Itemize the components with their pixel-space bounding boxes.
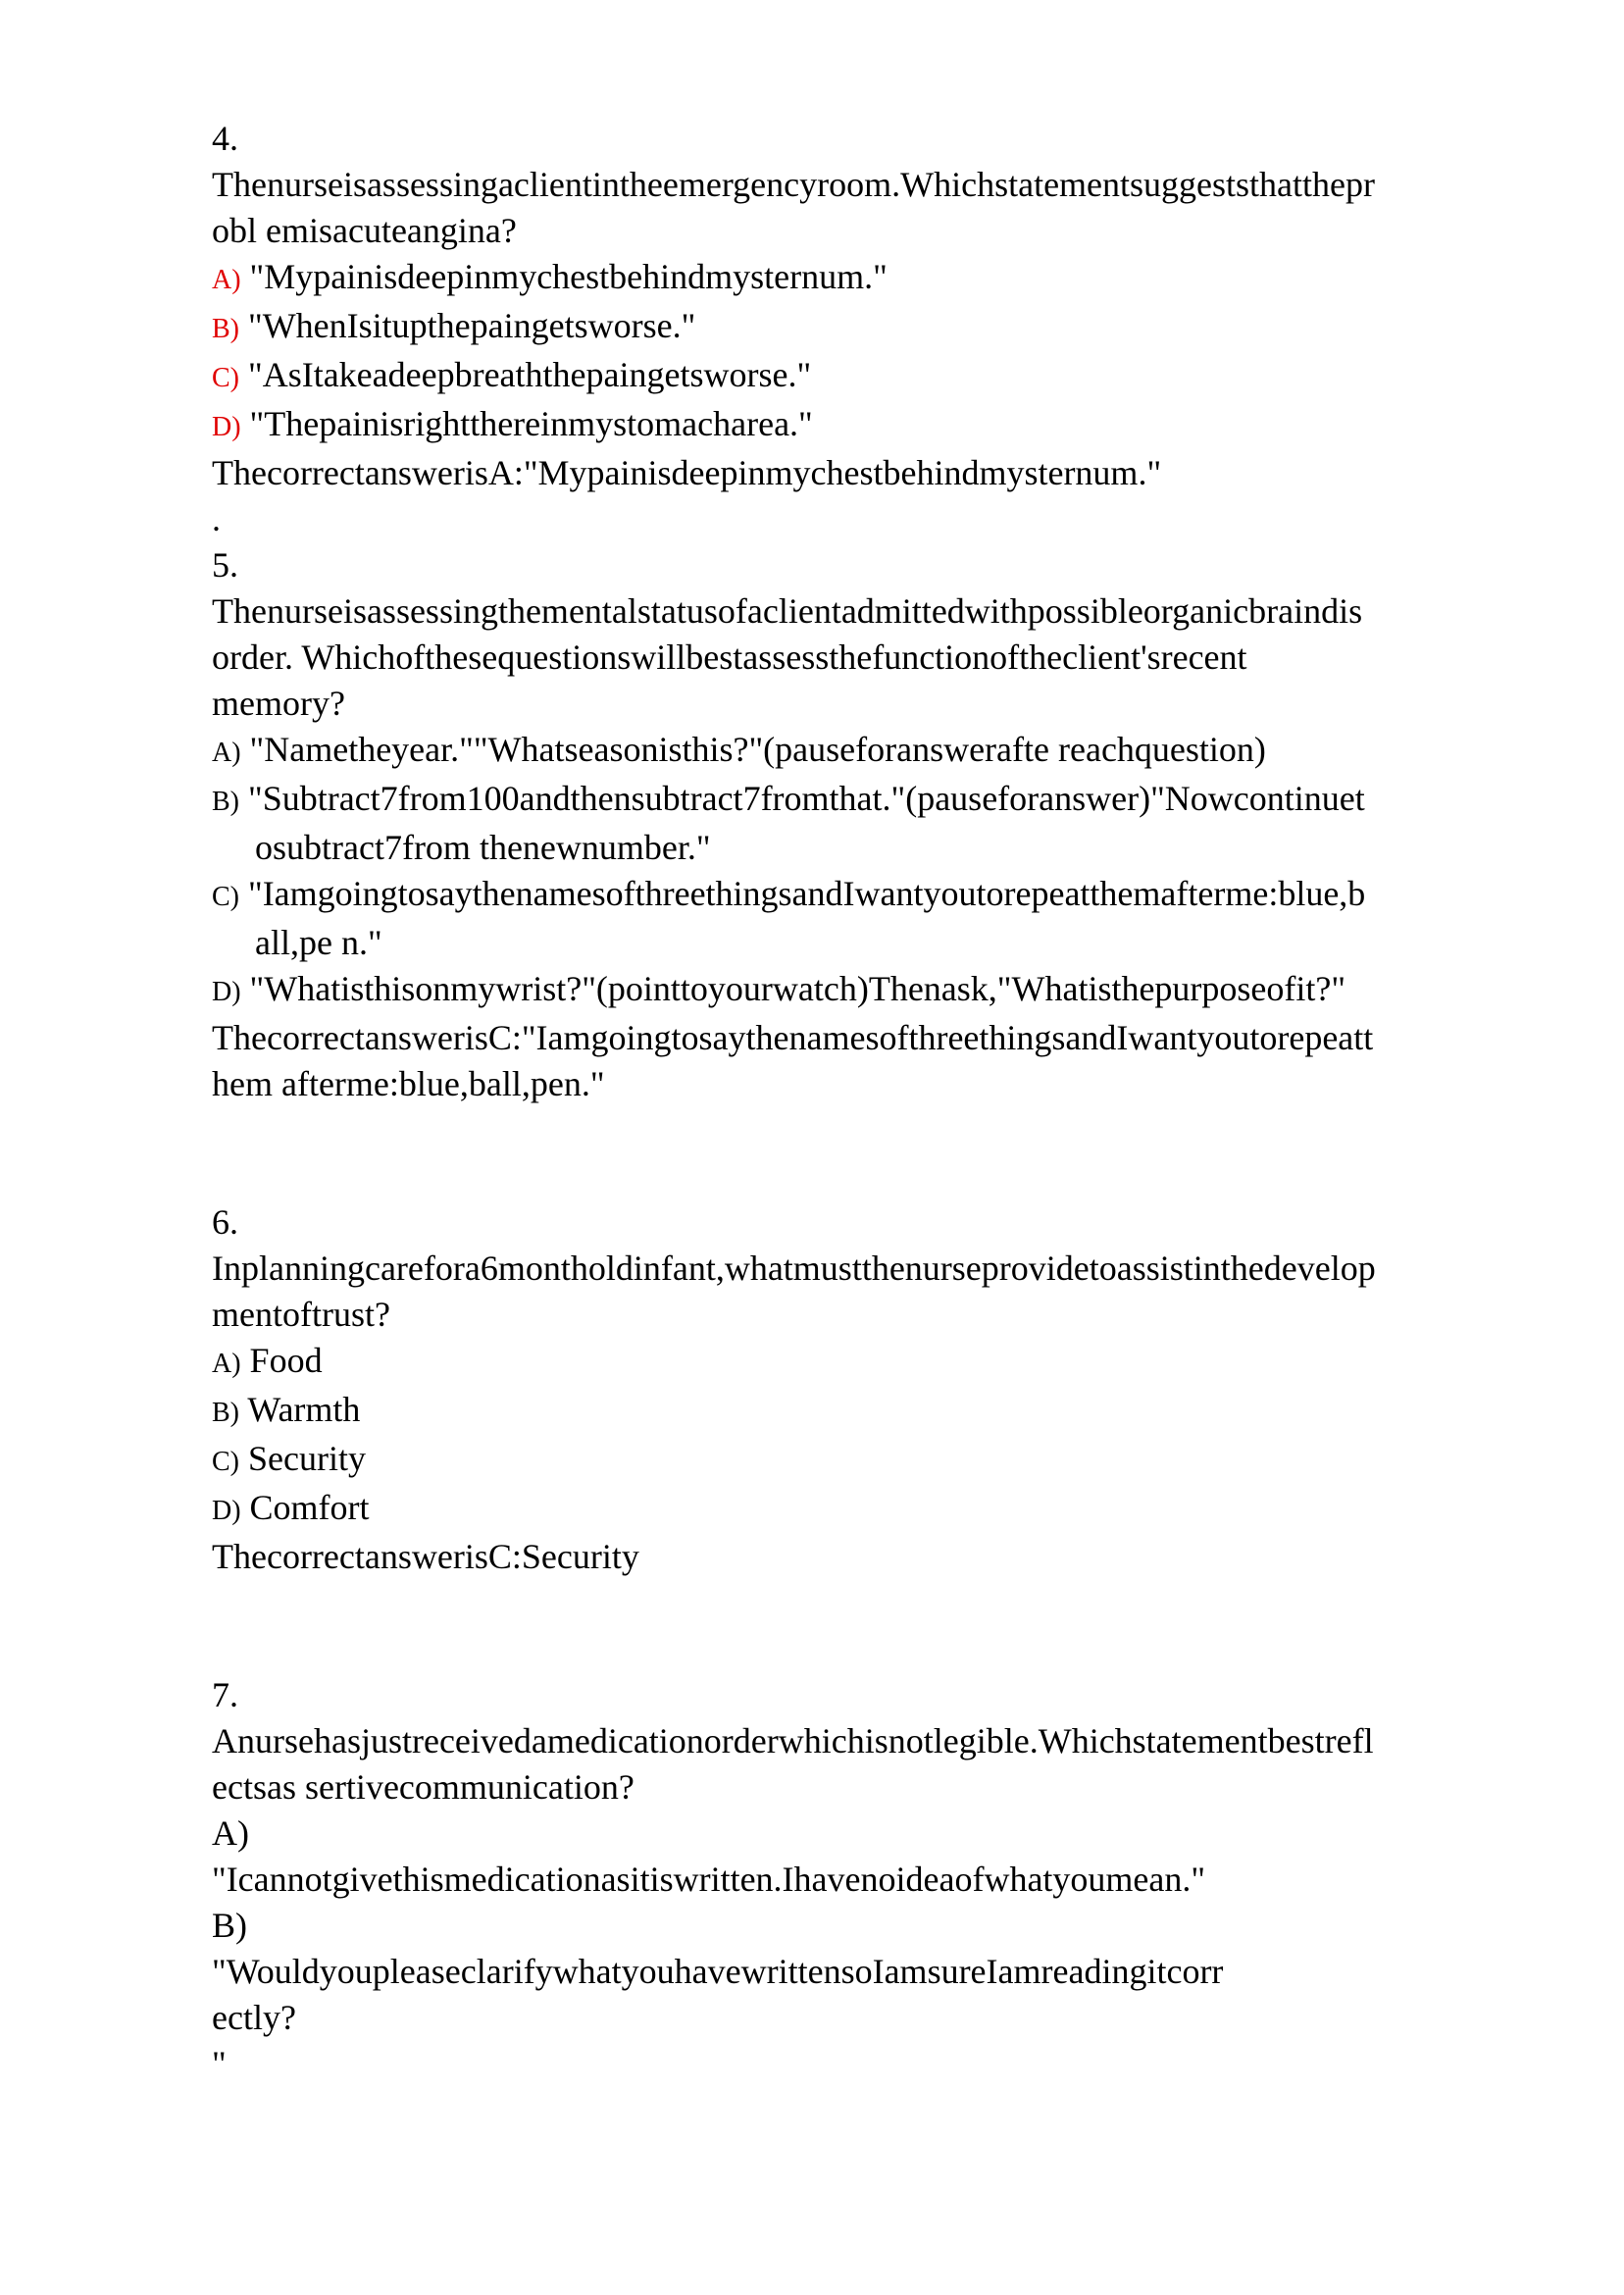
- option-text: Comfort: [249, 1488, 370, 1527]
- question-stem: mentoftrust?: [212, 1295, 390, 1334]
- option-text: "Whatisthisonmywrist?"(pointtoyourwatch)Thenask,"Whatisthepurposeofit?": [249, 969, 1346, 1008]
- correct-answer: hem afterme:blue,ball,pen.": [212, 1064, 605, 1103]
- option-text: "Subtract7from100andthensubtract7fromthat."(pauseforanswer)"Nowcontinuet: [248, 779, 1365, 818]
- question-stem: Inplanningcarefora6montholdinfant,whatmustthenurseprovidetoassistinthedevelop: [212, 1249, 1376, 1288]
- option-a: [212, 1338, 1487, 1387]
- option-text: ectly?: [212, 1998, 296, 2037]
- option-letter: D): [212, 1496, 241, 1526]
- option-text: Warmth: [247, 1390, 361, 1429]
- correct-answer: ThecorrectanswerisC:Security: [212, 1537, 639, 1576]
- question-7: [212, 1672, 1487, 2087]
- question-stem: obl emisacuteangina?: [212, 211, 517, 250]
- option-text: "WhenIsitupthepaingetsworse.": [248, 306, 696, 345]
- option-letter: C): [212, 882, 239, 912]
- option-c: [212, 352, 1487, 401]
- option-text: "Thepainisrightthereinmystomacharea.": [249, 404, 813, 443]
- option-text: "Mypainisdeepinmychestbehindmysternum.": [249, 257, 888, 296]
- question-stem: Anursehasjustreceivedamedicationorderwhichisnotlegible.Whichstatementbestrefl: [212, 1721, 1374, 1760]
- option-c: [212, 871, 1487, 966]
- question-stem: memory?: [212, 684, 345, 723]
- option-letter: B): [212, 1398, 239, 1428]
- option-a: [212, 727, 1487, 776]
- question-stem: order. Whichofthesequestionswillbestassessthefunctionoftheclient'srecent: [212, 638, 1247, 677]
- option-c: [212, 1436, 1487, 1485]
- option-text: "AsItakeadeepbreaththepaingetsworse.": [248, 355, 812, 394]
- option-letter: B): [212, 1906, 247, 1945]
- option-text: "Nametheyear.""Whatseasonisthis?"(pauseforanswerafte reachquestion): [249, 730, 1266, 769]
- option-b: [212, 776, 1487, 871]
- option-d: [212, 1485, 1487, 1534]
- question-number: 7.: [212, 1675, 238, 1714]
- spacer: [212, 1580, 1487, 1672]
- option-letter: D): [212, 977, 241, 1007]
- option-text: Security: [248, 1439, 366, 1478]
- option-letter: B): [212, 787, 239, 817]
- option-d: [212, 966, 1487, 1015]
- option-letter: A): [212, 1813, 249, 1853]
- option-letter: B): [212, 314, 239, 344]
- option-letter: A): [212, 1349, 241, 1379]
- option-text: ": [212, 2044, 227, 2083]
- question-4: [212, 116, 1487, 542]
- option-text: "WouldyoupleaseclarifywhatyouhavewrittensoIamsureIamreadingitcorr: [212, 1952, 1224, 1991]
- option-text: Food: [249, 1341, 323, 1380]
- question-6: [212, 1199, 1487, 1580]
- option-d: [212, 401, 1487, 450]
- option-letter: D): [212, 412, 241, 442]
- question-5: [212, 542, 1487, 1107]
- question-number: 6.: [212, 1202, 238, 1242]
- option-text: "IamgoingtosaythenamesofthreethingsandIwantyoutorepeatthemafterme:blue,b: [248, 874, 1366, 913]
- question-stem: Thenurseisassessingthementalstatusofaclientadmittedwithpossibleorganicbraindis: [212, 591, 1363, 631]
- option-b: [212, 1387, 1487, 1436]
- option-text-continued: all,pe n.": [255, 923, 382, 962]
- option-text-continued: osubtract7from thenewnumber.": [255, 828, 711, 867]
- option-letter: A): [212, 738, 241, 768]
- option-letter: A): [212, 265, 241, 295]
- option-letter: C): [212, 363, 239, 393]
- option-letter: C): [212, 1447, 239, 1477]
- question-number: 5.: [212, 545, 238, 585]
- correct-answer: ThecorrectanswerisA:"Mypainisdeepinmychestbehindmysternum.": [212, 453, 1162, 492]
- option-a: [212, 254, 1487, 303]
- question-stem: Thenurseisassessingaclientintheemergencyroom.Whichstatementsuggeststhatthepr: [212, 165, 1375, 204]
- correct-answer: .: [212, 499, 221, 538]
- correct-answer: ThecorrectanswerisC:"IamgoingtosaythenamesofthreethingsandIwantyoutorepeatt: [212, 1018, 1374, 1057]
- question-number: 4.: [212, 119, 238, 158]
- question-stem: ectsas sertivecommunication?: [212, 1767, 634, 1807]
- document-page: [212, 116, 1487, 2087]
- spacer: [212, 1107, 1487, 1199]
- option-b: [212, 303, 1487, 352]
- option-text: "Icannotgivethismedicationasitiswritten.Ihavenoideaofwhatyoumean.": [212, 1860, 1206, 1899]
